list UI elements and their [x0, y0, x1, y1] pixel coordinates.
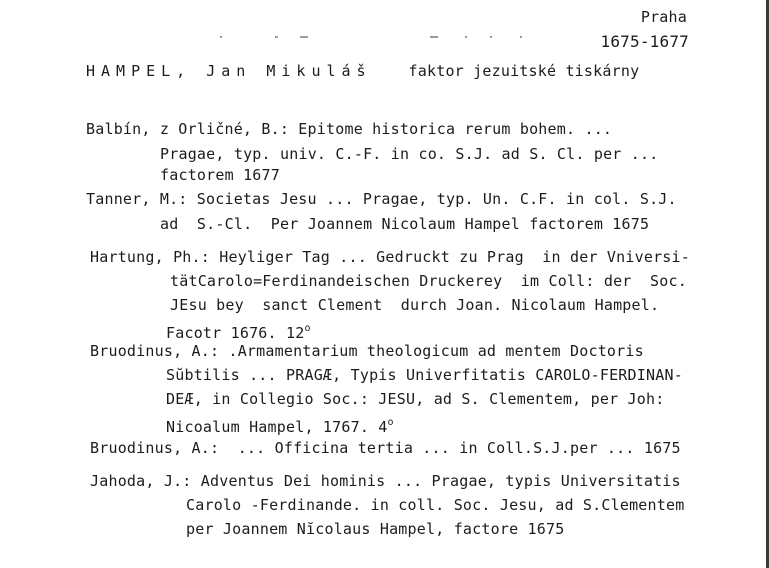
date-range: 1675-1677 — [600, 32, 689, 51]
entry-line — [166, 414, 394, 436]
superscript: o — [387, 417, 394, 428]
entry-line: per Joannem Nĭcolaus Hampel, factore 1675 — [186, 520, 565, 538]
entry-line-text: Facotr 1676. 12 — [166, 324, 305, 342]
entry-line: factorem 1677 — [160, 166, 280, 184]
entry-line: ad S.-Cl. Per Joannem Nicolaum Hampel factorem 1675 — [160, 215, 650, 233]
speck — [465, 36, 467, 38]
entry-line: Pragae, typ. univ. C.-F. in co. S.J. ad S. Cl. per ... — [160, 145, 659, 163]
speck — [430, 36, 438, 38]
speck — [300, 36, 308, 38]
heading-name: HAMPEL, Jan Mikuláš — [86, 62, 372, 80]
entry-line: Hartung, Ph.: Heyliger Tag ... Gedruckt zu Prag in der Vniversi- — [90, 248, 690, 266]
entry-line: Jahoda, J.: Adventus Dei hominis ... Pragae, typis Universitatis — [90, 472, 681, 490]
entry-line-text: Nicoalum Hampel, 1767. 4 — [166, 418, 388, 436]
entry-line: tätCarolo=Ferdinandeischen Druckerey im Coll: der Soc. — [170, 272, 687, 290]
entry-line: Carolo -Ferdinande. in coll. Soc. Jesu, ad S.Clementem — [186, 496, 685, 514]
location-label: Praha — [640, 8, 687, 26]
entry-line: Bruodinus, A.: ... Officina tertia ... in Coll.S.J.per ... 1675 — [90, 439, 681, 457]
speck — [520, 36, 522, 38]
superscript: o — [304, 323, 311, 334]
entry-line: Bruodinus, A.: .Armamentarium theologicum ad mentem Doctoris — [90, 342, 644, 360]
entry-line: Balbín, z Orličné, B.: Epitome historica rerum bohem. ... — [86, 120, 613, 138]
speck — [220, 36, 222, 38]
typewriter-specks — [220, 36, 550, 42]
entry-line: Sŭbtilis ... PRAGÆ, Typis Univerfitatis CAROLO-FERDINAN- — [166, 366, 683, 384]
entry-line: Tanner, M.: Societas Jesu ... Pragae, typ. Un. C.F. in col. S.J. — [86, 190, 677, 208]
speck — [490, 36, 492, 38]
heading-occupation: faktor jezuitské tiskárny — [408, 62, 640, 80]
heading — [86, 62, 639, 80]
speck — [275, 36, 278, 38]
entry-line: DEÆ, in Collegio Soc.: JESU, ad S. Clementem, per Joh: — [166, 390, 665, 408]
entry-line — [166, 320, 311, 342]
entry-line: JEsu bey sanct Clement durch Joan. Nicolaum Hampel. — [170, 296, 660, 314]
